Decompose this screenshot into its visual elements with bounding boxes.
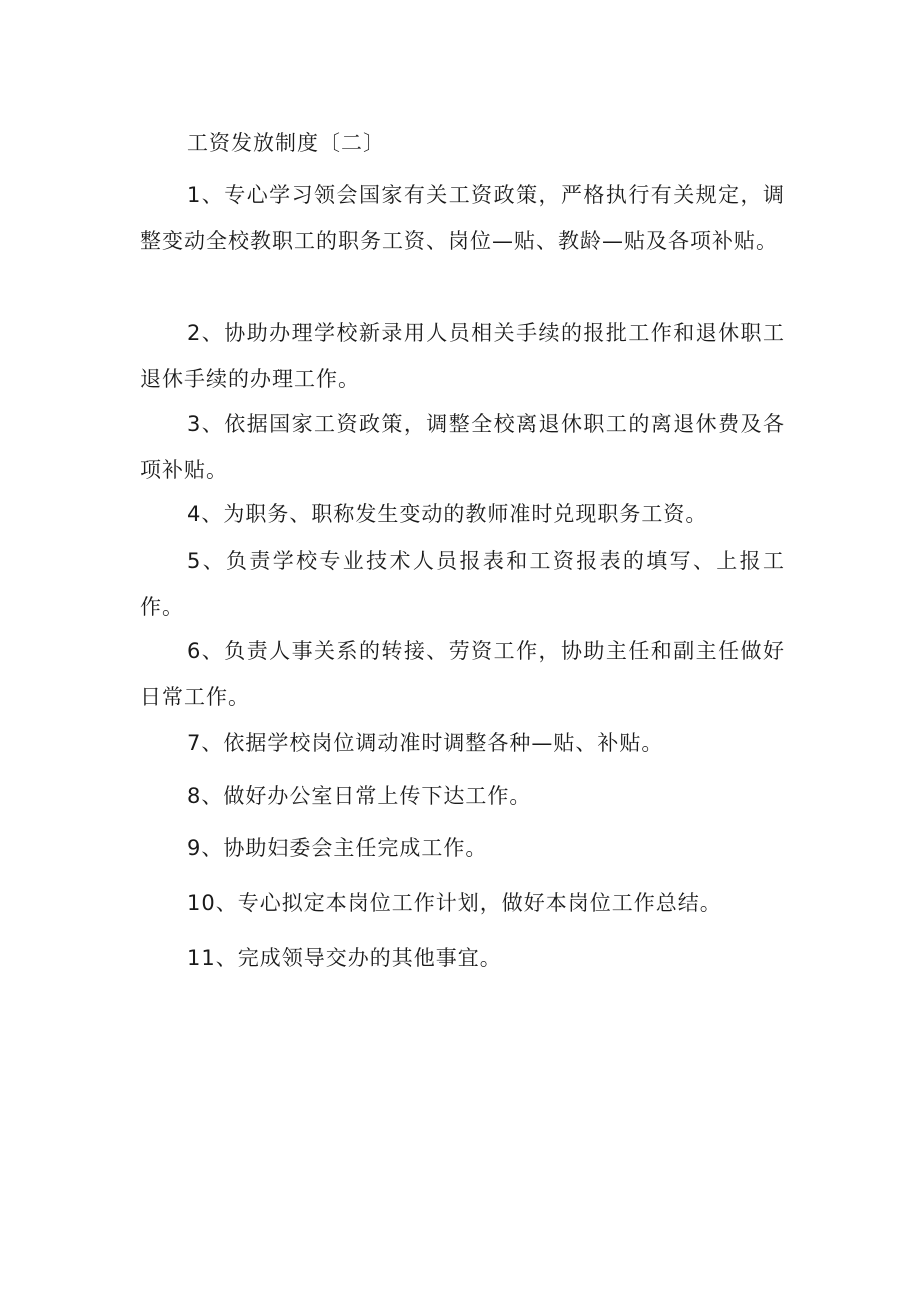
paragraph-item-5: 5、负责学校专业技术人员报表和工资报表的填写、上报工作。 — [140, 549, 785, 619]
paragraph-item-2: 2、协助办理学校新录用人员相关手续的报批工作和退休职工退休手续的办理工作。 — [140, 321, 785, 391]
paragraph-item-10: 10、专心拟定本岗位工作计划，做好本岗位工作总结。 — [187, 891, 722, 915]
paragraph-item-8: 8、做好办公室日常上传下达工作。 — [187, 784, 532, 808]
paragraph-item-11: 11、完成领导交办的其他事宜。 — [187, 946, 502, 970]
paragraph-item-4: 4、为职务、职称发生变动的教师准时兑现职务工资。 — [187, 502, 708, 526]
paragraph-item-7: 7、依据学校岗位调动准时调整各种—贴、补贴。 — [187, 731, 664, 755]
paragraph-item-1: 1、专心学习领会国家有关工资政策，严格执行有关规定，调整变动全校教职工的职务工资、岗位—贴、教龄—贴及各项补贴。 — [140, 183, 785, 253]
paragraph-item-6: 6、负责人事关系的转接、劳资工作，协助主任和副主任做好日常工作。 — [140, 639, 785, 709]
document-title: 工资发放制度〔二〕 — [187, 131, 385, 155]
paragraph-item-9: 9、协助妇委会主任完成工作。 — [187, 836, 488, 860]
paragraph-item-3: 3、依据国家工资政策，调整全校离退休职工的离退休费及各项补贴。 — [140, 412, 785, 482]
